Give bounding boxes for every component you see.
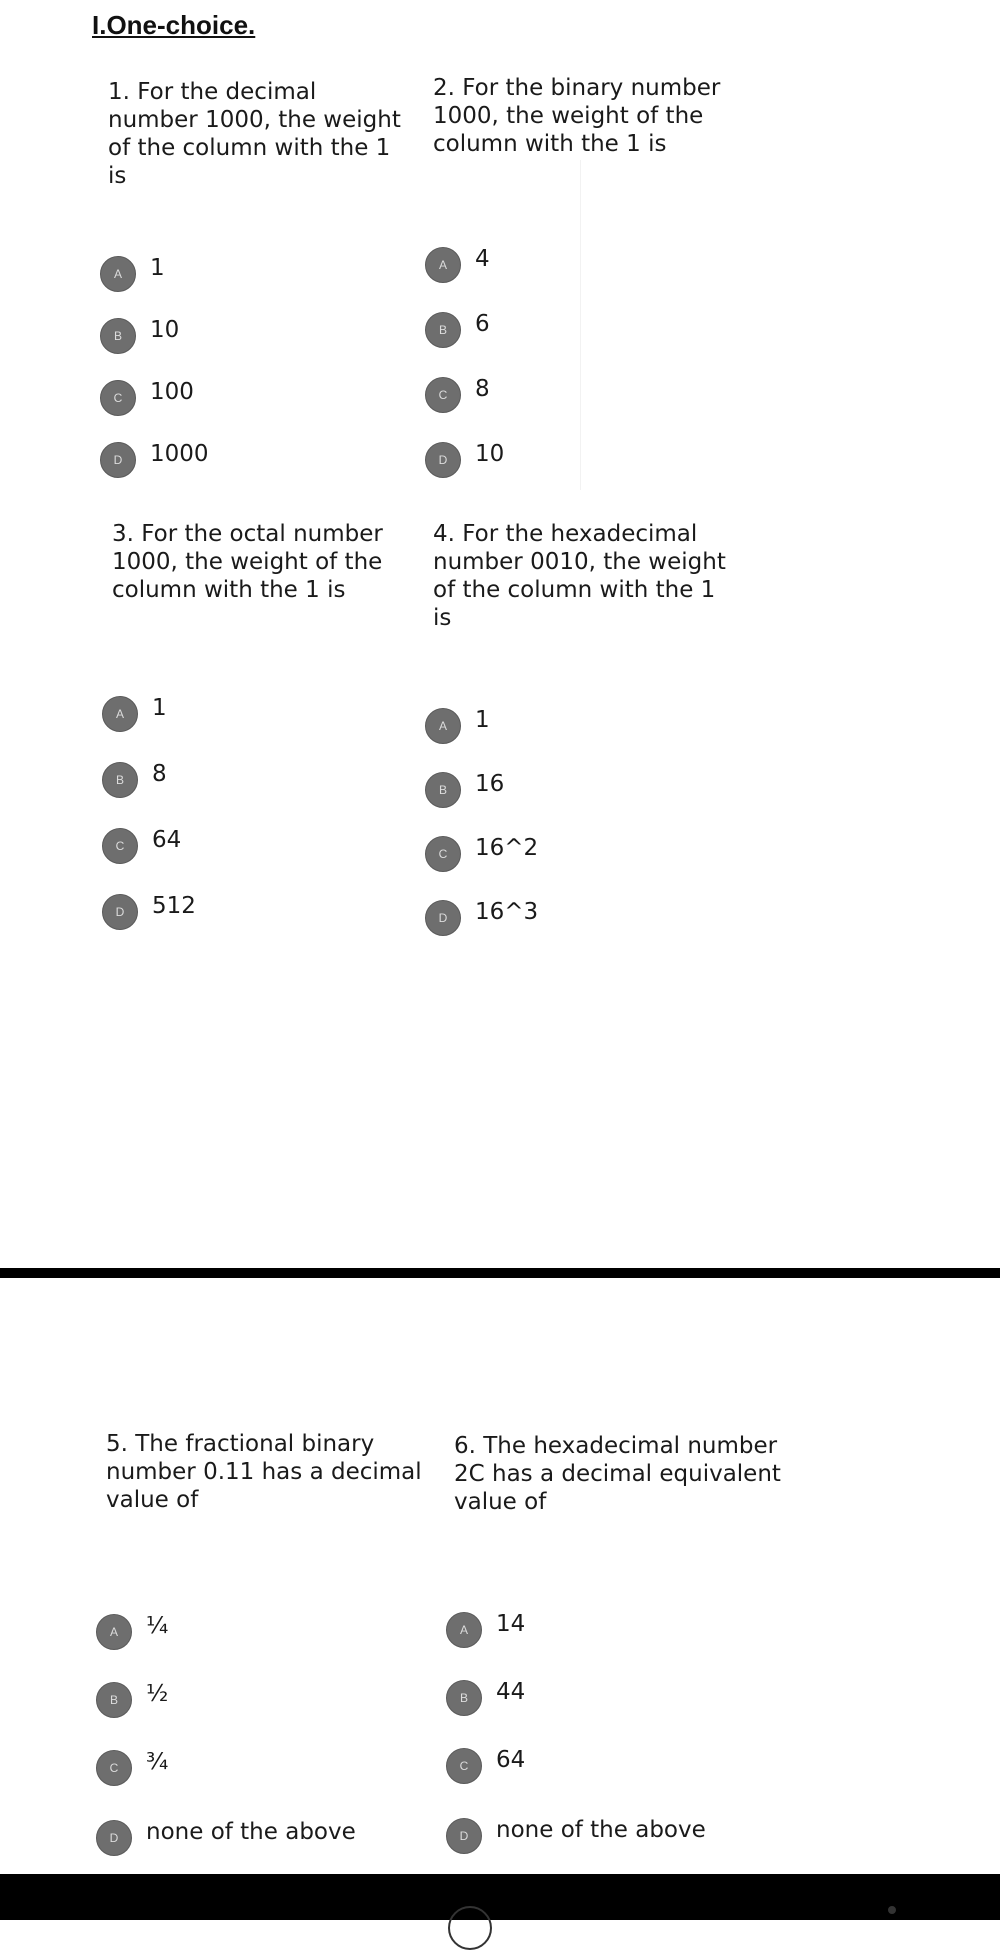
- question-4-option-c[interactable]: [425, 834, 538, 874]
- dot-icon: [888, 1906, 896, 1914]
- question-6-option-b[interactable]: [446, 1678, 525, 1718]
- question-1-option-c[interactable]: [100, 378, 194, 418]
- question-2-option-a[interactable]: [425, 245, 490, 285]
- question-5: 5. The fractional binary number 0.11 has a decimal value of: [106, 1431, 422, 1513]
- option-letter-badge: A: [100, 256, 136, 292]
- option-letter-badge: D: [425, 900, 461, 936]
- section-title: I.One-choice.: [92, 10, 256, 40]
- option-letter-badge: C: [100, 380, 136, 416]
- option-letter-badge: B: [96, 1682, 132, 1718]
- question-1-option-b[interactable]: [100, 316, 179, 356]
- option-text: none of the above: [146, 1819, 356, 1845]
- question-3-option-d[interactable]: [102, 892, 196, 932]
- option-text: ¾: [146, 1749, 169, 1775]
- question-4: 4. For the hexadecimal number 0010, the weight of the column with the 1 is: [433, 521, 726, 631]
- question-3-option-b[interactable]: [102, 760, 167, 800]
- option-text: ½: [146, 1681, 169, 1707]
- question-5-option-b[interactable]: [96, 1680, 168, 1720]
- home-button-icon[interactable]: [448, 1906, 492, 1950]
- option-letter-badge: B: [425, 772, 461, 808]
- question-3-option-c[interactable]: [102, 826, 181, 866]
- question-3-option-a[interactable]: [102, 694, 167, 734]
- bottom-navigation-bar: [0, 1874, 1000, 1920]
- question-3: 3. For the octal number 1000, the weight of the column with the 1 is: [112, 521, 383, 603]
- option-letter-badge: A: [96, 1614, 132, 1650]
- option-text: 64: [496, 1747, 526, 1773]
- option-text: 1: [475, 707, 490, 733]
- option-letter-badge: B: [100, 318, 136, 354]
- question-1: 1. For the decimal number 1000, the weight of the column with the 1 is: [108, 79, 401, 189]
- question-6: 6. The hexadecimal number 2C has a decimal equivalent value of: [454, 1433, 781, 1515]
- question-4-option-a[interactable]: [425, 706, 490, 746]
- option-text: 16^3: [475, 899, 539, 925]
- question-4-option-d[interactable]: [425, 898, 538, 938]
- option-text: 1000: [150, 441, 209, 467]
- option-text: 8: [475, 376, 490, 402]
- option-letter-badge: D: [102, 894, 138, 930]
- option-text: 1: [150, 255, 165, 281]
- option-text: 14: [496, 1611, 526, 1637]
- option-letter-badge: C: [425, 377, 461, 413]
- option-letter-badge: C: [102, 828, 138, 864]
- question-5-option-d[interactable]: [96, 1818, 356, 1858]
- option-letter-badge: A: [446, 1612, 482, 1648]
- option-text: 64: [152, 827, 182, 853]
- option-text: 512: [152, 893, 196, 919]
- question-6-option-c[interactable]: [446, 1746, 525, 1786]
- question-1-option-a[interactable]: [100, 254, 165, 294]
- option-letter-badge: D: [100, 442, 136, 478]
- option-letter-badge: B: [425, 312, 461, 348]
- option-text: 44: [496, 1679, 526, 1705]
- question-4-option-b[interactable]: [425, 770, 504, 810]
- option-letter-badge: B: [446, 1680, 482, 1716]
- question-6-option-a[interactable]: [446, 1610, 525, 1650]
- question-6-option-d[interactable]: [446, 1816, 706, 1856]
- option-letter-badge: C: [425, 836, 461, 872]
- option-text: 6: [475, 311, 490, 337]
- question-5-option-a[interactable]: [96, 1612, 168, 1652]
- option-text: 8: [152, 761, 167, 787]
- question-1-option-d[interactable]: [100, 440, 209, 480]
- option-letter-badge: D: [96, 1820, 132, 1856]
- option-letter-badge: A: [102, 696, 138, 732]
- option-text: 100: [150, 379, 194, 405]
- option-text: 10: [475, 441, 505, 467]
- option-letter-badge: D: [425, 442, 461, 478]
- option-letter-badge: D: [446, 1818, 482, 1854]
- option-text: ¼: [146, 1613, 169, 1639]
- option-text: none of the above: [496, 1817, 706, 1843]
- page-divider: [0, 1268, 1000, 1278]
- option-text: 4: [475, 246, 490, 272]
- option-letter-badge: C: [96, 1750, 132, 1786]
- option-letter-badge: A: [425, 247, 461, 283]
- option-letter-badge: C: [446, 1748, 482, 1784]
- question-2-option-d[interactable]: [425, 440, 504, 480]
- option-text: 16^2: [475, 835, 539, 861]
- option-text: 1: [152, 695, 167, 721]
- option-text: 16: [475, 771, 505, 797]
- option-text: 10: [150, 317, 180, 343]
- option-letter-badge: A: [425, 708, 461, 744]
- question-2-option-c[interactable]: [425, 375, 490, 415]
- column-divider: [580, 160, 581, 490]
- option-letter-badge: B: [102, 762, 138, 798]
- question-2-option-b[interactable]: [425, 310, 490, 350]
- question-2: 2. For the binary number 1000, the weight of the column with the 1 is: [433, 75, 721, 157]
- question-5-option-c[interactable]: [96, 1748, 168, 1788]
